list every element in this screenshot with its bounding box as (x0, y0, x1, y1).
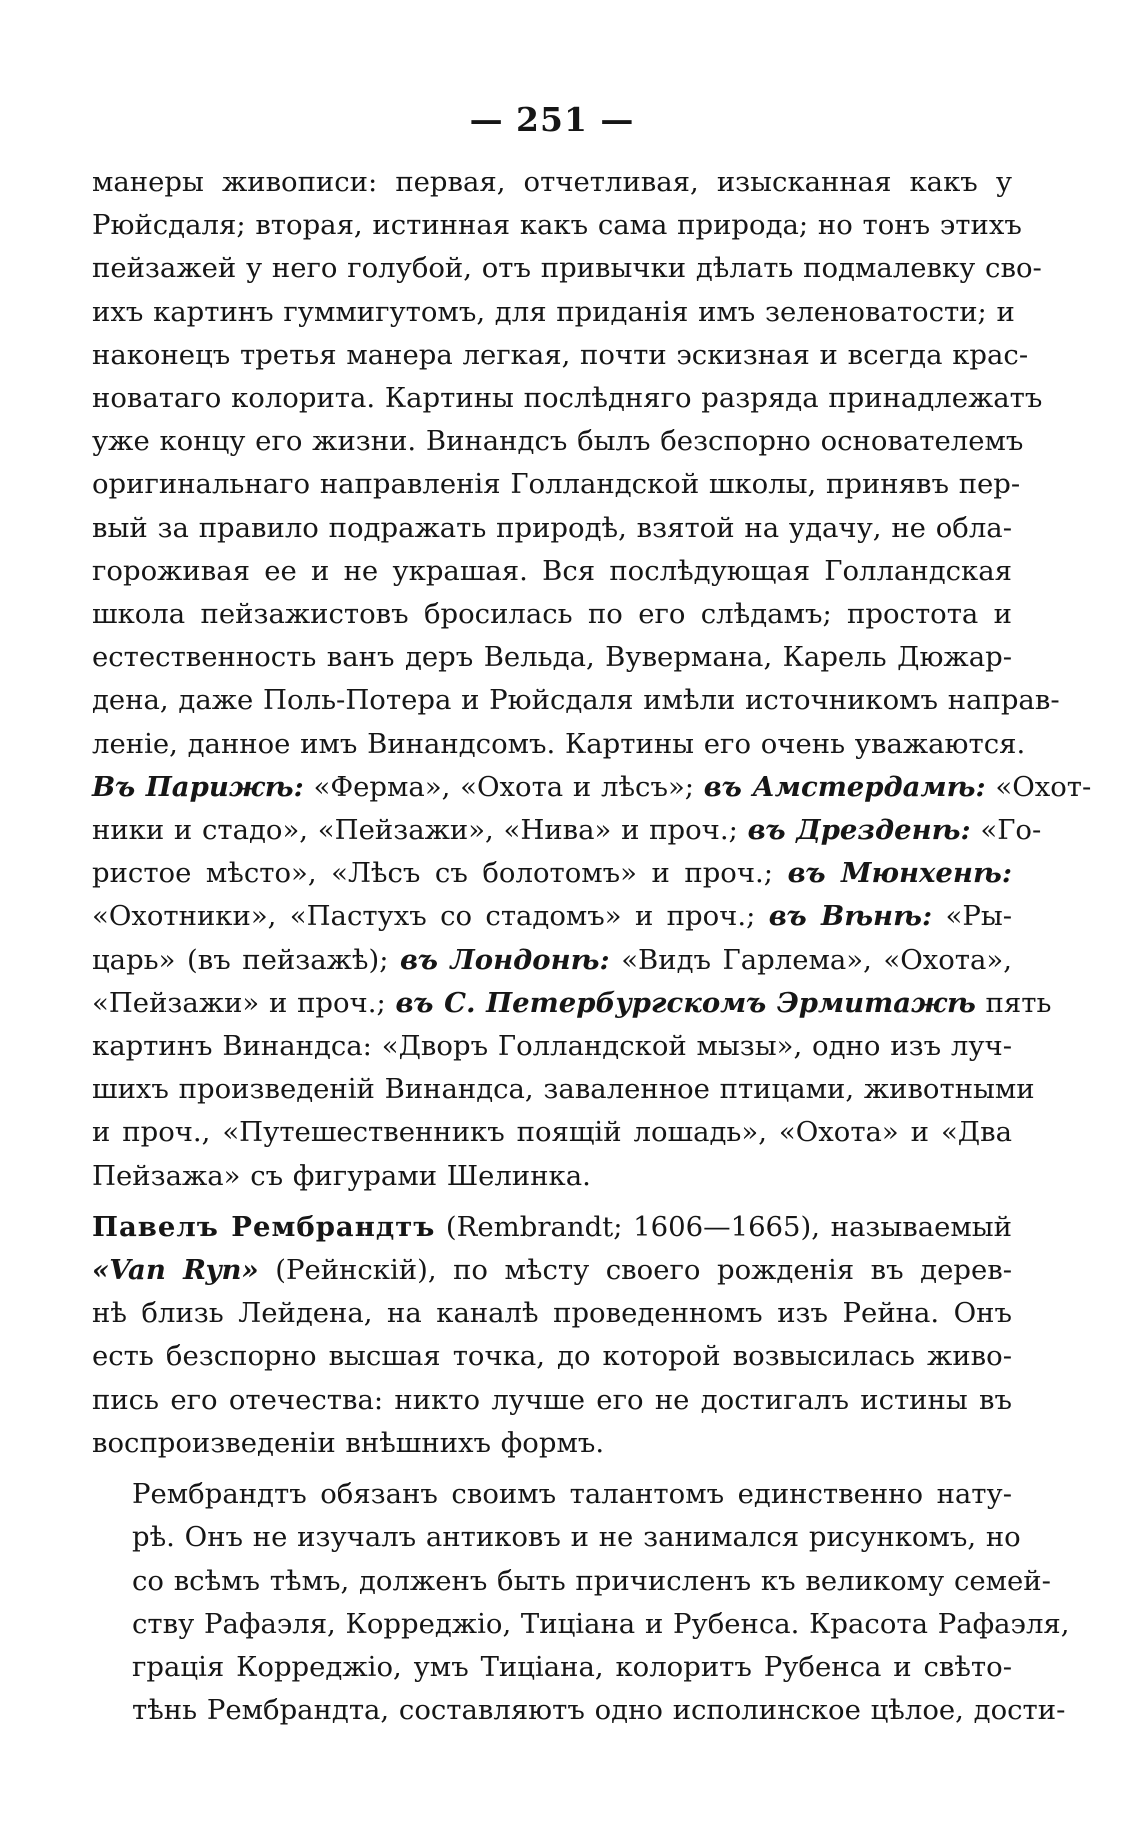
text-run: картинъ Винандса: «Дворъ Голландской мызы», одно изъ луч- (92, 1030, 1012, 1063)
text-line (92, 507, 1012, 550)
text-run: есть безспорно высшая точка, до которой возвысилась живо- (92, 1340, 1012, 1373)
text-run: воспроизведеніи внѣшнихъ формъ. (92, 1426, 605, 1459)
text-run: «Го- (970, 814, 1042, 847)
text-line (92, 1422, 1012, 1465)
text-run: пейзажей у него голубой, отъ привычки дѣлать подмалевку сво- (92, 252, 1042, 285)
text-run: манеры живописи: первая, отчетливая, изысканная какъ у (92, 166, 1012, 198)
text-line (92, 247, 1042, 290)
museum-line (92, 939, 1012, 982)
museum-line (92, 982, 1052, 1025)
text-line (92, 420, 1024, 463)
museum-line (92, 1025, 1012, 1068)
text-run: «Ферма», «Охота и лѣсъ»; (303, 770, 704, 803)
heading-line (92, 1206, 1012, 1249)
text-run: шихъ произведеній Винандса, заваленное птицами, животными (92, 1073, 1035, 1106)
text-run: нѣ близь Лейдена, на каналѣ проведенномъ изъ Рейна. Онъ (92, 1297, 1012, 1330)
museum-line (92, 1068, 1035, 1111)
text-line (92, 291, 1015, 334)
paragraph-rembrandt-intro (92, 1206, 1012, 1465)
book-page (92, 100, 1092, 1732)
museum-line (92, 852, 1012, 895)
text-line (92, 377, 1043, 420)
text-run: школа пейзажистовъ бросилась по его слѣдамъ; простота и (92, 598, 1012, 631)
text-line (92, 1335, 1012, 1378)
text-run: царь» (въ пейзажѣ); (92, 943, 400, 976)
text-line (92, 593, 1012, 636)
text-run: пись его отечества: никто лучше его не достигалъ истины въ (92, 1383, 1012, 1416)
italic-place-name: «Van Ryn» (92, 1254, 259, 1287)
text-run: «Охотники», «Пастухъ со стадомъ» и проч.; (92, 900, 769, 933)
page-number: — 251 — (469, 100, 635, 139)
paragraph-winants (92, 161, 1092, 1198)
text-run: «Охот- (985, 770, 1092, 803)
text-run: грація Корреджіо, умъ Тиціана, колоритъ Рубенса и свѣто- (132, 1650, 1012, 1683)
text-run: оригинальнаго направленія Голландской школы, принявъ пер- (92, 468, 1021, 501)
text-run: леніе, данное имъ Винандсомъ. Картины его очень уважаются. (92, 727, 1026, 760)
text-run: пять (975, 986, 1052, 1019)
text-run: гороживая ее и не украшая. Вся послѣдующая Голландская (92, 554, 1012, 587)
italic-place-name: въ Мюнхенѣ: (787, 857, 1012, 890)
museum-line (92, 1155, 1012, 1198)
italic-place-name: въ Вѣнѣ: (768, 900, 933, 933)
text-run: «Пейзажи» и проч.; (92, 986, 396, 1019)
text-run: ихъ картинъ гуммигутомъ, для приданія имъ зеленоватости; и (92, 295, 1015, 328)
text-line (92, 1560, 1051, 1603)
museum-line (92, 1111, 1012, 1154)
text-run: «Ры- (932, 900, 1013, 933)
text-run: и проч., «Путешественникъ поящій лошадь», «Охота» и «Два (92, 1116, 1012, 1149)
text-line (92, 1379, 1012, 1422)
text-run: рѣ. Онъ не изучалъ антиковъ и не занимался рисункомъ, но (132, 1521, 1021, 1554)
text-run: новатаго колорита. Картины послѣдняго разряда принадлежатъ (92, 382, 1043, 415)
text-line (92, 550, 1012, 593)
text-run: Пейзажа» съ фигурами Шелинка. (92, 1159, 591, 1192)
text-run: «Видъ Гарлема», «Охота», (609, 943, 1012, 976)
text-line (92, 1603, 1070, 1646)
text-run: ристое мѣсто», «Лѣсъ съ болотомъ» и проч.; (92, 857, 788, 890)
italic-place-name: въ Амстердамѣ: (703, 770, 986, 803)
text-run: естественность ванъ деръ Вельда, Вувермана, Карель Дюжар- (92, 641, 1012, 674)
text-line (92, 1249, 1012, 1292)
italic-place-name: Въ Парижѣ: (92, 770, 304, 803)
museum-line (92, 766, 1092, 809)
text-run: наконецъ третья манера легкая, почти эскизная и всегда крас- (92, 338, 1029, 371)
text-line (92, 1292, 1012, 1335)
text-line (92, 723, 1026, 766)
text-run: (Rembrandt; 1606—1665), называемый (435, 1210, 1012, 1243)
text-run: вый за правило подражать природѣ, взятой на удачу, не обла- (92, 511, 1012, 544)
text-run: ники и стадо», «Пейзажи», «Нива» и проч.; (92, 814, 748, 847)
text-line (92, 1473, 1012, 1516)
italic-place-name: въ Лондонѣ: (400, 943, 610, 976)
text-run: тѣнь Рембрандта, составляютъ одно исполинское цѣлое, дости- (132, 1694, 1066, 1727)
text-line (92, 679, 1060, 722)
text-line (92, 204, 1022, 247)
text-line (92, 636, 1012, 679)
paragraph-rembrandt-talent (92, 1473, 1070, 1732)
text-line (92, 463, 1021, 506)
text-line (92, 1689, 1066, 1732)
text-run: уже концу его жизни. Винандсъ былъ безспорно основателемъ (92, 425, 1024, 458)
text-run: Рюйсдаля; вторая, истинная какъ сама природа; но тонъ этихъ (92, 209, 1022, 242)
museum-line (92, 895, 1012, 938)
text-line (92, 1516, 1021, 1559)
artist-name-heading: Павелъ Рембрандтъ (92, 1210, 436, 1243)
text-run: (Рейнскій), по мѣсту своего рожденія въ дерев- (258, 1254, 1012, 1287)
text-run: ству Рафаэля, Корреджіо, Тиціана и Рубенса. Красота Рафаэля, (132, 1607, 1070, 1640)
museum-line (92, 809, 1042, 852)
text-run: со всѣмъ тѣмъ, долженъ быть причисленъ къ великому семей- (132, 1564, 1051, 1597)
text-line (92, 161, 1012, 204)
text-line (92, 1646, 1012, 1689)
text-run: дена, даже Поль-Потера и Рюйсдаля имѣли источникомъ направ- (92, 684, 1060, 717)
italic-place-name: въ Дрезденѣ: (747, 814, 971, 847)
italic-place-name: въ С. Петербургскомъ Эрмитажѣ (395, 986, 976, 1019)
text-line (92, 334, 1029, 377)
text-run: Рембрандтъ обязанъ своимъ талантомъ единственно нату- (132, 1478, 1012, 1511)
